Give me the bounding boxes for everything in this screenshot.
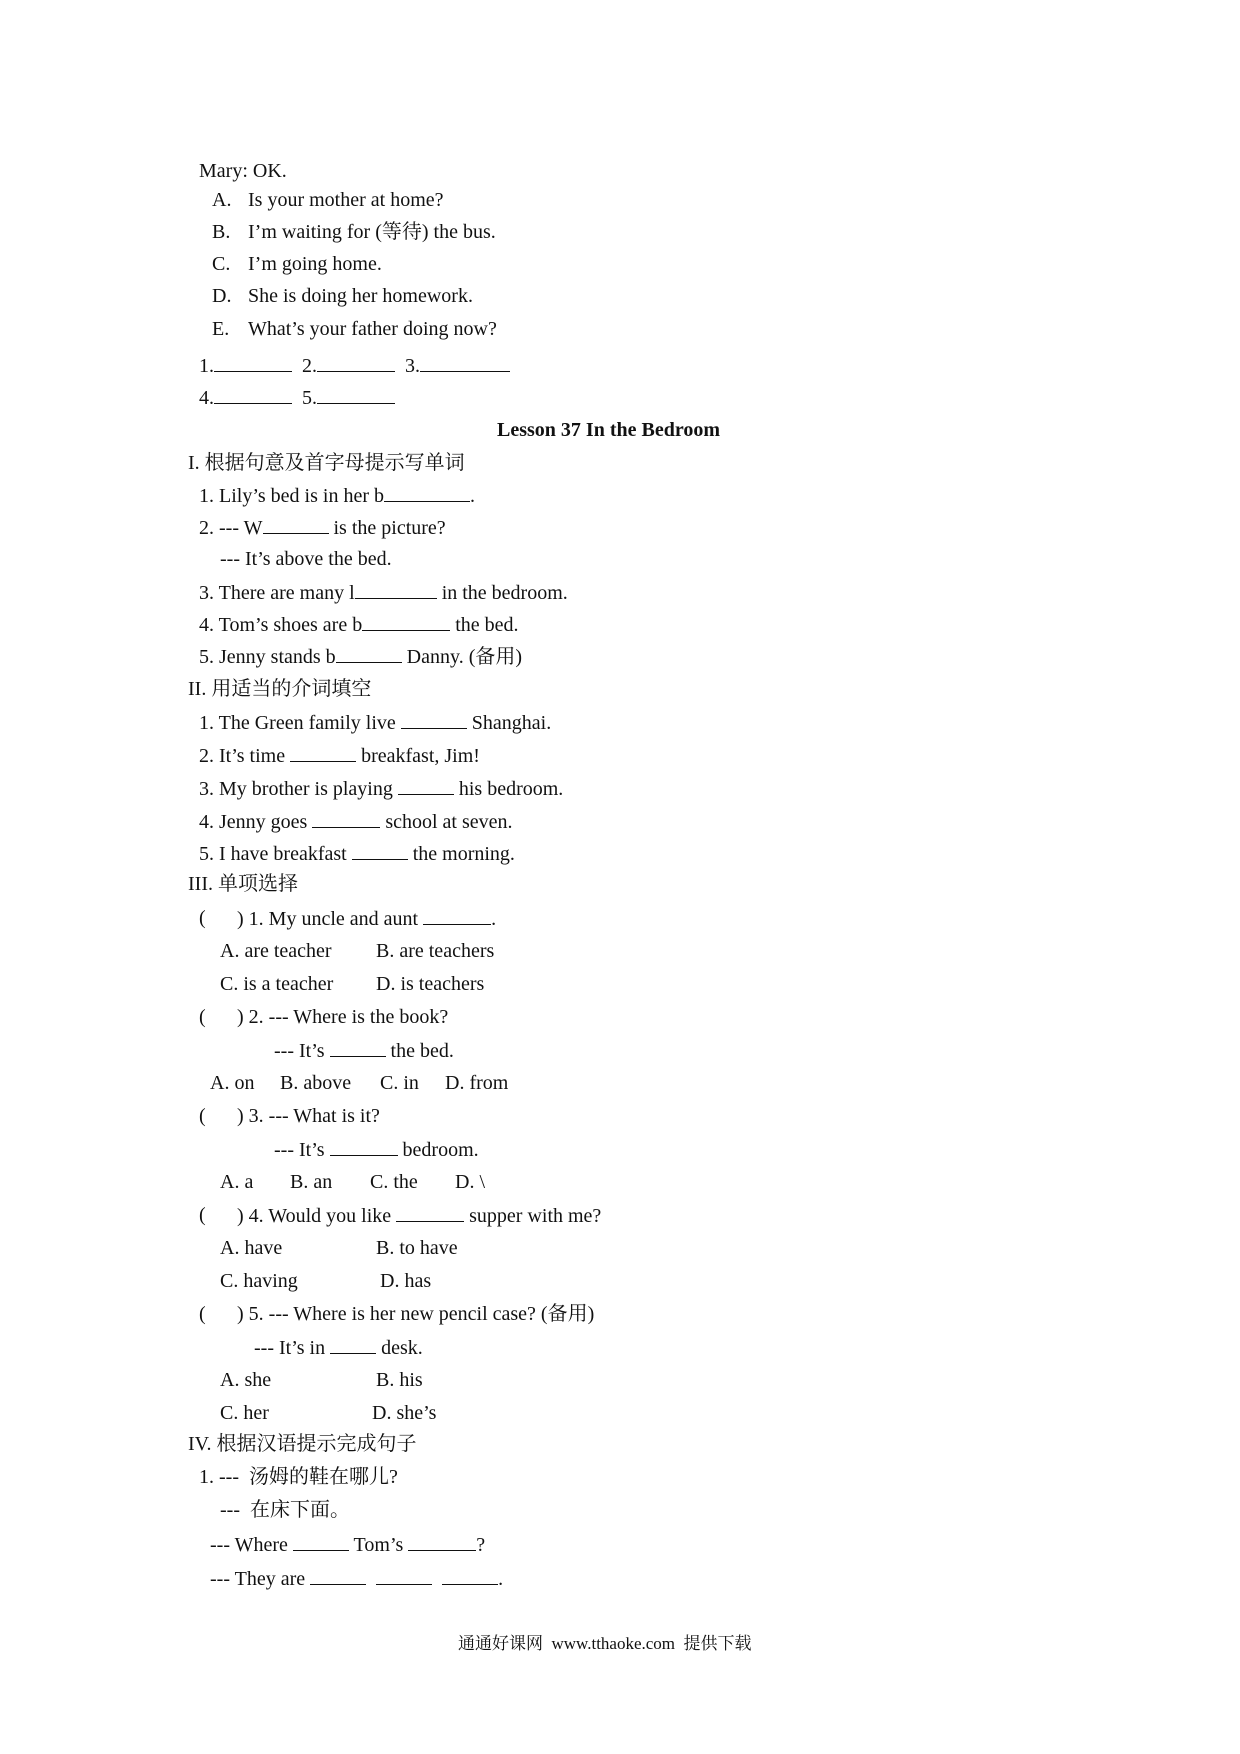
s3-question-4: ( ) 4. Would you like supper with me? xyxy=(199,1204,602,1227)
s3-question-1: ( ) 1. My uncle and aunt . xyxy=(199,907,497,930)
s3-q5-option-b: B. his xyxy=(376,1369,423,1391)
s2-question-1: 1. The Green family live Shanghai. xyxy=(199,712,552,734)
page-footer: 通通好课网 www.tthaoke.com 提供下载 xyxy=(458,1634,752,1653)
answer-blank[interactable] xyxy=(420,353,510,372)
fill-blank xyxy=(330,1335,376,1354)
answer-blank[interactable] xyxy=(317,353,395,372)
section-3-heading: III. 单项选择 xyxy=(188,873,298,895)
s3-q3-option-b: B. an xyxy=(290,1171,333,1193)
s3-q2-option-a: A. on xyxy=(210,1072,255,1094)
s3-q3-option-a: A. a xyxy=(220,1171,254,1193)
fill-blank[interactable] xyxy=(401,710,467,729)
s3-q2-option-c: C. in xyxy=(380,1072,419,1094)
option-c: C. I’m going home. xyxy=(212,253,382,275)
s3-q1-option-a: A. are teacher xyxy=(220,940,332,962)
answer-blank[interactable] xyxy=(214,385,292,404)
fill-blank[interactable] xyxy=(384,483,470,502)
s1-question-5: 5. Jenny stands b Danny. (备用) xyxy=(199,646,523,668)
section-2-heading: II. 用适当的介词填空 xyxy=(188,678,372,700)
s3-q5-option-d: D. she’s xyxy=(372,1402,437,1424)
s4-question-1: 1. --- 汤姆的鞋在哪儿? xyxy=(199,1466,398,1488)
s3-question-2-line2: --- It’s the bed. xyxy=(274,1040,454,1062)
section-1-heading: I. 根据句意及首字母提示写单词 xyxy=(188,452,465,474)
fill-blank[interactable] xyxy=(408,1532,476,1551)
s3-q5-option-a: A. she xyxy=(220,1369,272,1391)
fill-blank[interactable] xyxy=(310,1566,366,1585)
s2-question-4: 4. Jenny goes school at seven. xyxy=(199,811,513,833)
s3-question-2: ( ) 2. --- Where is the book? xyxy=(199,1006,449,1028)
answer-bracket[interactable]: ( xyxy=(199,1303,206,1325)
s3-question-3: ( ) 3. --- What is it? xyxy=(199,1105,380,1127)
s3-q5-option-c: C. her xyxy=(220,1402,269,1424)
fill-blank[interactable] xyxy=(398,776,454,795)
s3-q1-option-c: C. is a teacher xyxy=(220,973,334,995)
option-a: A. Is your mother at home? xyxy=(212,189,444,211)
s2-question-5: 5. I have breakfast the morning. xyxy=(199,843,515,865)
fill-blank[interactable] xyxy=(293,1532,349,1551)
option-e: E. What’s your father doing now? xyxy=(212,318,497,340)
answer-bracket[interactable]: ( xyxy=(199,1006,206,1028)
s1-question-2: 2. --- W is the picture? xyxy=(199,517,446,539)
s3-q4-option-c: C. having xyxy=(220,1270,298,1292)
s2-question-2: 2. It’s time breakfast, Jim! xyxy=(199,745,480,767)
s3-q4-option-a: A. have xyxy=(220,1237,283,1259)
s3-question-5: ( ) 5. --- Where is her new pencil case? (备用) xyxy=(199,1303,595,1325)
fill-blank[interactable] xyxy=(376,1566,432,1585)
fill-blank xyxy=(423,906,491,925)
s1-question-3: 3. There are many l in the bedroom. xyxy=(199,582,568,604)
s3-question-5-line2: --- It’s in desk. xyxy=(254,1337,423,1359)
fill-blank[interactable] xyxy=(362,612,450,631)
fill-blank[interactable] xyxy=(290,743,356,762)
answer-row-2: 4. 5. xyxy=(199,385,395,410)
s1-question-1: 1. Lily’s bed is in her b . xyxy=(199,485,475,507)
s1-question-4: 4. Tom’s shoes are b the bed. xyxy=(199,614,519,636)
s1-question-2-answer: --- It’s above the bed. xyxy=(220,548,392,570)
s3-q3-option-c: C. the xyxy=(370,1171,418,1193)
s3-q3-option-d: D. \ xyxy=(455,1171,485,1193)
section-4-heading: IV. 根据汉语提示完成句子 xyxy=(188,1433,417,1455)
s2-question-3: 3. My brother is playing his bedroom. xyxy=(199,778,564,800)
s3-q1-option-d: D. is teachers xyxy=(376,973,485,995)
s3-q2-option-b: B. above xyxy=(280,1072,352,1094)
answer-bracket[interactable]: ( xyxy=(199,1204,206,1226)
fill-blank[interactable] xyxy=(442,1566,498,1585)
s3-q4-option-b: B. to have xyxy=(376,1237,458,1259)
s4-question-1-line4: --- They are . xyxy=(210,1568,504,1590)
s3-q1-option-b: B. are teachers xyxy=(376,940,495,962)
dialogue-line: Mary: OK. xyxy=(199,160,287,182)
answer-blank[interactable] xyxy=(317,385,395,404)
s4-question-1-line3: --- Where Tom’s ? xyxy=(210,1534,486,1556)
fill-blank xyxy=(396,1203,464,1222)
fill-blank[interactable] xyxy=(263,515,329,534)
fill-blank[interactable] xyxy=(312,809,380,828)
s3-q4-option-d: D. has xyxy=(380,1270,432,1292)
fill-blank xyxy=(330,1038,386,1057)
s4-question-1-line2: --- 在床下面。 xyxy=(220,1499,350,1521)
lesson-title: Lesson 37 In the Bedroom xyxy=(497,419,720,441)
fill-blank[interactable] xyxy=(352,841,408,860)
answer-blank[interactable] xyxy=(214,353,292,372)
answer-bracket[interactable]: ( xyxy=(199,1105,206,1127)
s3-q2-option-d: D. from xyxy=(445,1072,509,1094)
fill-blank[interactable] xyxy=(336,644,402,663)
s3-question-3-line2: --- It’s bedroom. xyxy=(274,1139,479,1161)
option-b: B. I’m waiting for (等待) the bus. xyxy=(212,221,496,243)
option-d: D. She is doing her homework. xyxy=(212,285,473,307)
fill-blank xyxy=(330,1137,398,1156)
answer-bracket[interactable]: ( xyxy=(199,907,206,929)
fill-blank[interactable] xyxy=(355,580,437,599)
answer-row-1: 1. 2. 3. xyxy=(199,353,510,378)
